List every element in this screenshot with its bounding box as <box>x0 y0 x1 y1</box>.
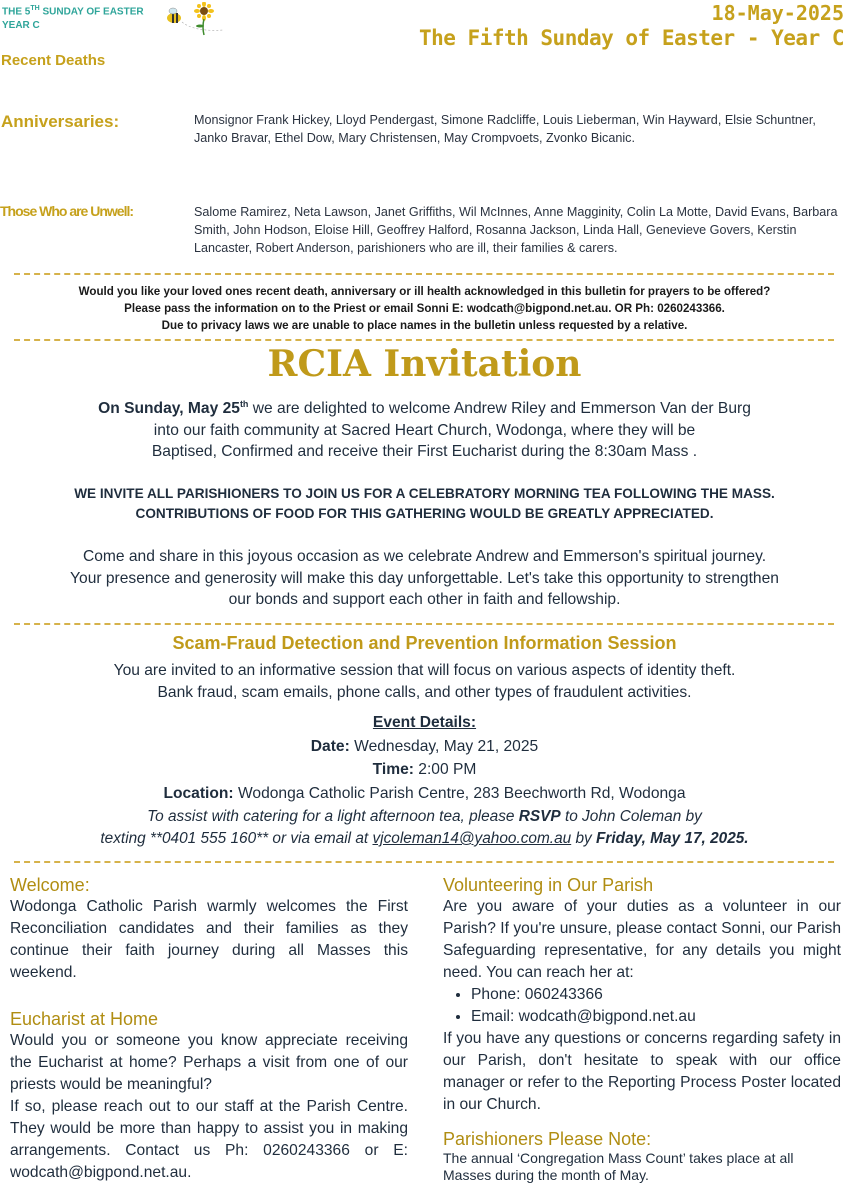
list-item: • Phone: 060243366 <box>471 984 841 1006</box>
volunteering-contacts <box>443 984 841 1028</box>
event-time: Time: 2:00 PM <box>372 761 477 778</box>
anniversaries-label: Anniversaries: <box>1 112 120 131</box>
privacy-notice: Would you like your loved ones recent death, anniversary or ill health acknowledged in this bulletin for prayers to be offered? Please pass the information on to the Priest or email Sonni E: wodcath@bigpond.net.au. OR Ph: 0260243366. Due to privacy laws we are unable to place names in the bulletin unless requested by a relative. <box>78 285 771 332</box>
rsvp-email-link[interactable]: vjcoleman14@yahoo.com.au <box>372 830 572 847</box>
volunteering-section <box>443 874 841 1116</box>
divider <box>14 623 834 625</box>
rcia-title: RCIA Invitation <box>267 343 582 385</box>
rcia-announcement: On Sunday, May 25th we are delighted to welcome Andrew Riley and Emmerson Van der Burg into our faith community at Sacred Heart Church, Wodonga, where they will be Baptised, Confirmed and receive their First Eucharist during the 8:30am Mass . <box>98 399 751 461</box>
eucharist-section <box>10 1008 408 1184</box>
event-details-label: Event Details: <box>372 714 477 731</box>
bee-icon <box>167 8 181 23</box>
divider <box>14 339 834 341</box>
unwell-names: Salome Ramirez, Neta Lawson, Janet Griffiths, Wil McInnes, Anne Magginity, Colin La Motte, David Evans, Barbara Smith, John Hodson, Eloise Hill, Geoffrey Halford, Rosanna Jackson, Linda Hall, Genevieve Govers, Kerstin Lancaster, Robert Anderson, parishioners who are ill, their families & carers. <box>194 205 838 255</box>
welcome-text: Wodonga Catholic Parish warmly welcomes the First Reconciliation candidates and their families as they continue their faith journey during all Masses this weekend. <box>10 898 408 981</box>
divider <box>14 861 834 863</box>
sunflower-icon <box>194 2 214 35</box>
welcome-heading: Welcome: <box>10 875 90 895</box>
header-week-label: THE 5TH SUNDAY OF EASTER YEAR C <box>2 5 144 32</box>
bee-sunflower-logo <box>164 2 234 36</box>
rcia-closing: Come and share in this joyous occasion as we celebrate Andrew and Emmerson's spiritual journey. Your presence and generosity will make this day unforgettable. Let's take this opportunity to strengthen our bonds and support each other in faith and fellowship. <box>70 548 779 608</box>
scam-session-title: Scam-Fraud Detection and Prevention Information Session <box>172 633 677 653</box>
list-item: • Email: wodcath@bigpond.net.au <box>471 1006 841 1028</box>
bulletin-title: The Fifth Sunday of Easter - Year C <box>418 26 844 50</box>
event-location: Location: Wodonga Catholic Parish Centre, 283 Beechworth Rd, Wodonga <box>163 784 686 802</box>
scam-session-intro: You are invited to an informative session that will focus on various aspects of identity theft. Bank fraud, scam emails, phone calls, and other types of fraudulent activities. <box>113 662 736 701</box>
bulletin-date: 18-May-2025 <box>711 1 844 25</box>
rcia-morning-tea-invite: WE INVITE ALL PARISHIONERS TO JOIN US FOR A CELEBRATORY MORNING TEA FOLLOWING THE MASS. CONTRIBUTIONS OF FOOD FOR THIS GATHERING WOULD BE GREATLY APPRECIATED. <box>74 486 775 521</box>
mass-count-note <box>443 1129 841 1184</box>
eucharist-heading: Eucharist at Home <box>10 1009 159 1029</box>
note-text: The annual ‘Congregation Mass Count’ takes place at all Masses during the month of May. <box>443 1150 794 1183</box>
volunteering-text-1: Are you aware of your duties as a volunteer in our Parish? If you're unsure, please contact Sonni, our Parish Safeguarding representative, for any details you might need. You can reach her at: <box>443 898 841 981</box>
note-heading: Parishioners Please Note: <box>443 1129 652 1149</box>
divider <box>14 273 834 275</box>
anniversaries-names: Monsignor Frank Hickey, Lloyd Pendergast, Simone Radcliffe, Louis Lieberman, Win Hayward, Elsie Schuntner, Janko Bravar, Ethel Dow, Mary Christensen, May Crompvoets, Zvonko Bicanic. <box>194 113 816 145</box>
eucharist-text-2: If so, please reach out to our staff at the Parish Centre. They would be more than happy to assist you in making arrangements. Contact us Ph: 0260243366 or E: wodcath@bigpond.net.au. <box>10 1098 408 1181</box>
event-details <box>0 711 849 805</box>
unwell-label: Those Who are Unwell: <box>0 203 134 219</box>
event-date: Date: Wednesday, May 21, 2025 <box>310 737 539 755</box>
recent-deaths-label: Recent Deaths <box>1 52 106 69</box>
eucharist-text-1: Would you or someone you know appreciate receiving the Eucharist at home? Perhaps a visit from one of our priests would be meaningful? <box>10 1032 408 1093</box>
volunteering-heading: Volunteering in Our Parish <box>443 875 654 895</box>
volunteering-text-2: If you have any questions or concerns regarding safety in our Parish, don't hesitate to speak with our office manager or refer to the Reporting Process Poster located in our Church. <box>443 1030 841 1113</box>
rsvp-info: To assist with catering for a light afternoon tea, please RSVP to John Coleman by texting **0401 555 160** or via email at vjcoleman14@yahoo.com.au by Friday, May 17, 2025. <box>100 808 749 847</box>
welcome-section <box>10 874 408 984</box>
